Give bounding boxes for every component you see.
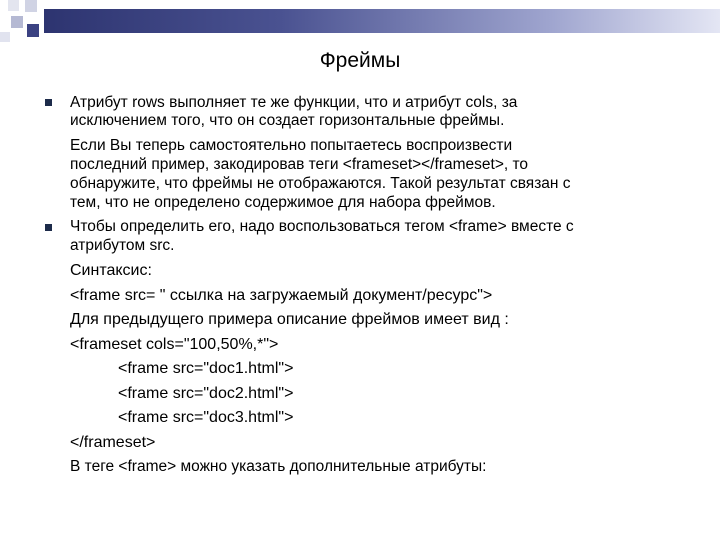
- body-line: обнаружите, что фреймы не отображаются. Такой результат связан с: [70, 175, 571, 192]
- bullet-icon: [45, 224, 52, 231]
- body-line: Синтаксис:: [70, 262, 152, 279]
- code-line: <frame src= " ссылка на загружаемый документ/ресурс">: [70, 287, 493, 304]
- body-line: Если Вы теперь самостоятельно попытаетесь воспроизвести: [70, 137, 513, 154]
- body-line: Чтобы определить его, надо воспользоваться тегом <frame> вместе с: [70, 218, 574, 235]
- body-line: В теге <frame> можно указать дополнительные атрибуты:: [70, 458, 487, 475]
- decor-square-4: [27, 24, 39, 37]
- code-line: <frameset cols="100,50%,*">: [70, 336, 279, 353]
- slide-title: Фреймы: [319, 49, 401, 72]
- code-line: <frame src="doc3.html">: [118, 409, 294, 426]
- body-line: последний пример, закодировав теги <frameset></frameset>, то: [70, 156, 529, 173]
- decor-square-5: [0, 32, 10, 42]
- code-line: <frame src="doc1.html">: [118, 360, 294, 377]
- body-line: Атрибут rows выполняет те же функции, что и атрибут cols, за: [70, 94, 518, 111]
- header-gradient-bar: [44, 9, 720, 33]
- decor-square-2: [25, 0, 37, 12]
- code-line: </frameset>: [70, 434, 156, 451]
- code-line: <frame src="doc2.html">: [118, 385, 294, 402]
- body-line: исключением того, что он создает горизонтальные фреймы.: [70, 112, 505, 129]
- body-line: Для предыдущего примера описание фреймов имеет вид :: [70, 311, 509, 328]
- bullet-icon: [45, 99, 52, 106]
- body-line: атрибутом src.: [70, 237, 175, 254]
- body-line: тем, что не определено содержимое для набора фреймов.: [70, 194, 496, 211]
- decor-square-1: [8, 0, 19, 11]
- decor-square-3: [11, 16, 23, 28]
